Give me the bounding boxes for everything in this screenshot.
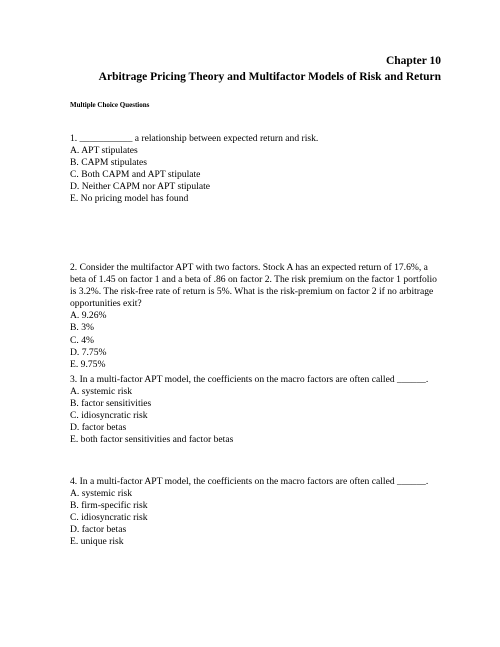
answer-option-a: A. systemic risk bbox=[70, 386, 133, 398]
question-2 bbox=[70, 262, 445, 371]
answer-option-c: C. Both CAPM and APT stipulate bbox=[70, 169, 201, 181]
answer-option-d: D. factor betas bbox=[70, 524, 127, 536]
answer-option-e: E. both factor sensitivities and factor betas bbox=[70, 434, 234, 446]
answer-option-a: A. APT stipulates bbox=[70, 145, 138, 157]
answer-option-d: D. 7.75% bbox=[70, 346, 107, 358]
answer-option-c: C. idiosyncratic risk bbox=[70, 410, 148, 422]
question-4 bbox=[70, 476, 445, 549]
answer-option-e: E. 9.75% bbox=[70, 358, 106, 370]
section-heading: Multiple Choice Questions bbox=[70, 101, 150, 109]
question-stem: 2. Consider the multifactor APT with two factors. Stock A has an expected return of 17.6%, a beta of 1.45 on factor 1 and a beta of .86 on factor 2. The risk premium on the factor 1 portfolio is 3.2%. The risk-free rate of return is 5%. What is the risk-premium on factor 2 if no arbitrage opportunities exit? bbox=[70, 262, 437, 310]
answer-option-b: B. factor sensitivities bbox=[70, 398, 152, 410]
answer-option-c: C. 4% bbox=[70, 334, 94, 346]
question-stem: 1. ___________ a relationship between expected return and risk. bbox=[70, 133, 319, 144]
answer-option-e: E. No pricing model has found bbox=[70, 193, 189, 205]
question-3 bbox=[70, 374, 445, 447]
answer-option-b: B. 3% bbox=[70, 322, 94, 334]
answer-option-a: A. systemic risk bbox=[70, 488, 133, 500]
answer-option-e: E. unique risk bbox=[70, 536, 124, 548]
answer-option-a: A. 9.26% bbox=[70, 310, 107, 322]
chapter-title: Arbitrage Pricing Theory and Multifactor Models of Risk and Return bbox=[98, 71, 441, 83]
answer-option-b: B. CAPM stipulates bbox=[70, 157, 148, 169]
answer-option-c: C. idiosyncratic risk bbox=[70, 512, 148, 524]
answer-option-b: B. firm-specific risk bbox=[70, 500, 148, 512]
question-stem: 3. In a multi-factor APT model, the coefficients on the macro factors are often called ______. bbox=[70, 374, 429, 385]
answer-option-d: D. Neither CAPM nor APT stipulate bbox=[70, 181, 210, 193]
answer-option-d: D. factor betas bbox=[70, 422, 127, 434]
chapter-heading: Chapter 10 bbox=[385, 55, 441, 67]
question-stem: 4. In a multi-factor APT model, the coefficients on the macro factors are often called ______. bbox=[70, 476, 429, 487]
question-1 bbox=[70, 133, 445, 206]
